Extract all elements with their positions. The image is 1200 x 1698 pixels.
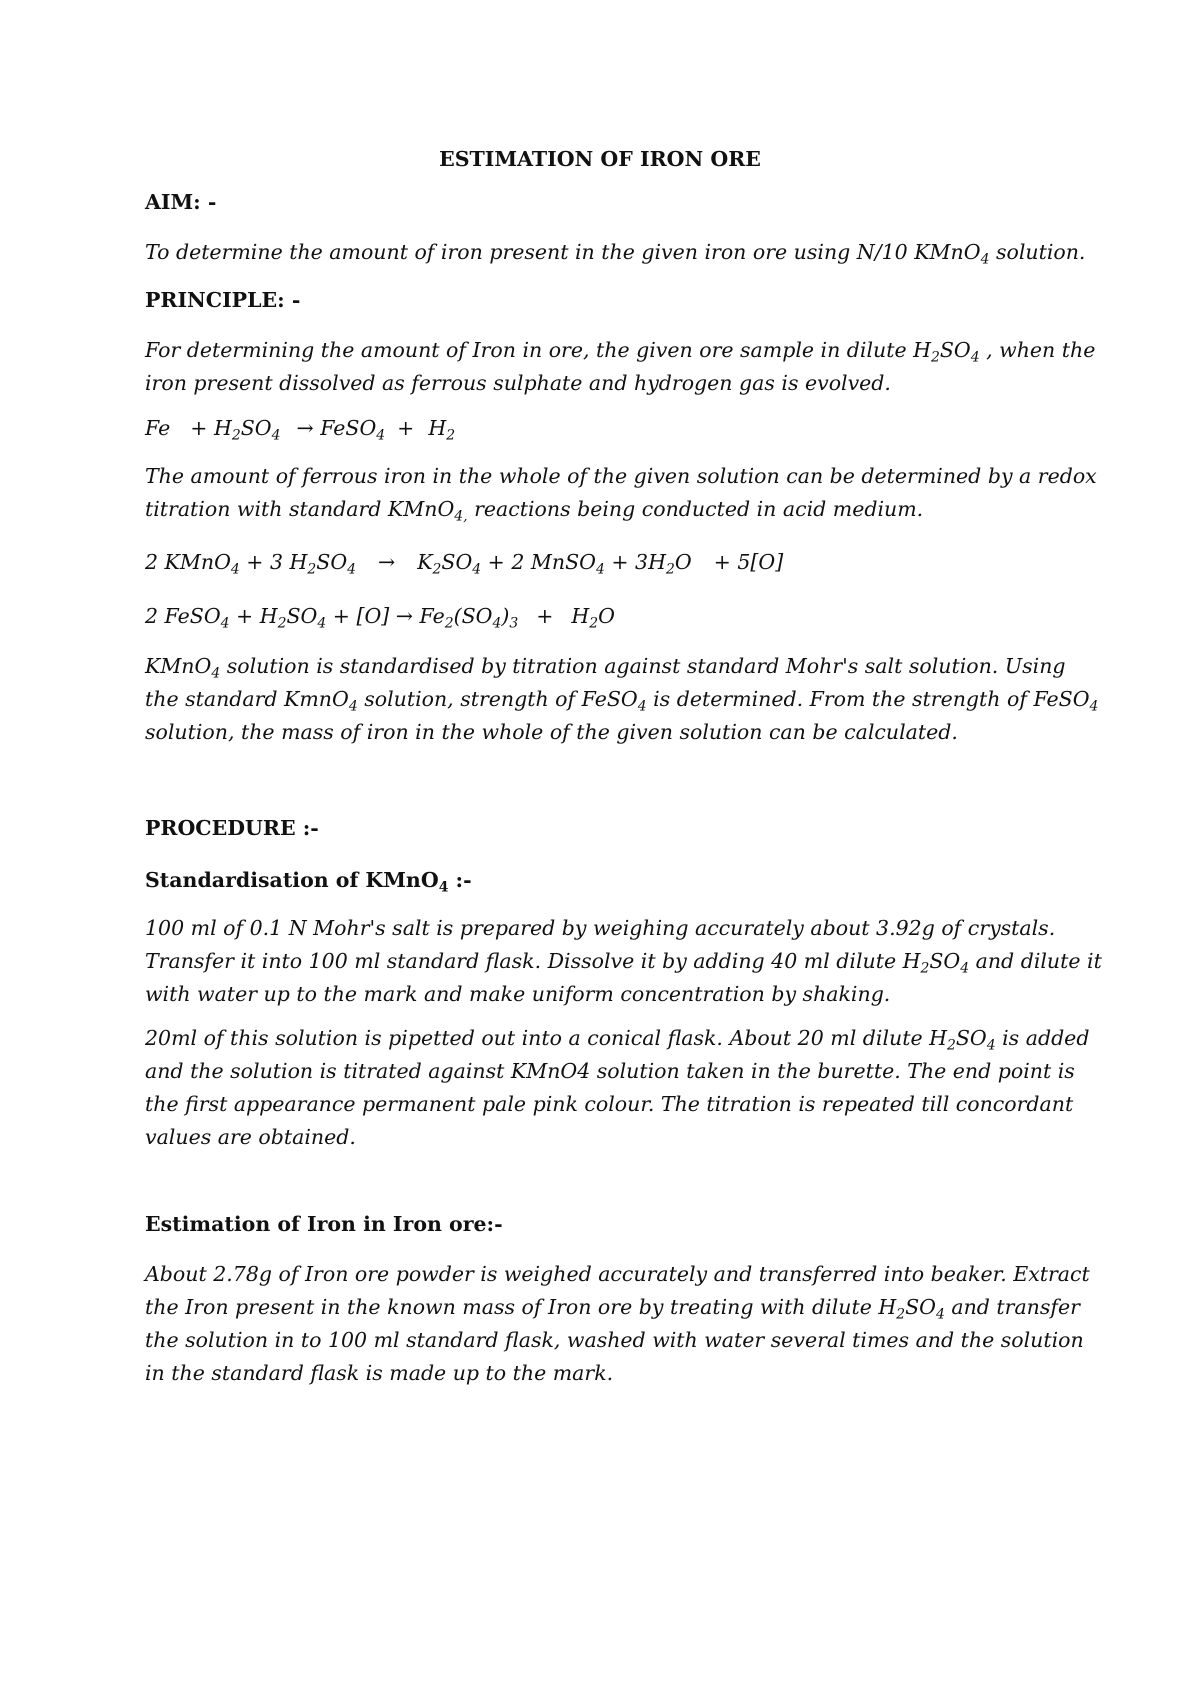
principle-paragraph-3 (145, 650, 1099, 749)
equation-2: 2 KMnO$_4$ + 3 $H_2SO_4 \to K_2SO_4 + 2$ MnSO$_4$ + $3H_2O + 5[O]$ (145, 550, 784, 578)
est-line-4: in the standard flask is made up to the mark. (145, 1361, 614, 1385)
procedure-heading: PROCEDURE :- (145, 816, 319, 840)
est-line-1: About 2.78g of Iron ore powder is weighed accurately and transferred into beaker. Extract (145, 1262, 1090, 1286)
principle-p3-line-3: solution, the mass of iron in the whole of the given solution can be calculated. (145, 720, 958, 744)
std-p2-line-2: and the solution is titrated against KMnO4 solution taken in the burette. The end point is (145, 1059, 1075, 1083)
principle-heading: PRINCIPLE: - (145, 288, 301, 312)
standardisation-paragraph-1 (145, 912, 1102, 1011)
equation-3: 2 FeSO$_4$ + $H_2SO_4 + [O] \to Fe_2(SO_4)_3 + H_2O$ (145, 604, 615, 632)
aim-heading: AIM: - (145, 190, 217, 214)
standardisation-paragraph-2 (145, 1022, 1090, 1154)
principle-p1-line-2: iron present dissolved as ferrous sulphate and hydrogen gas is evolved. (145, 371, 891, 395)
principle-paragraph-2 (145, 460, 1097, 526)
document-title: ESTIMATION OF IRON ORE (439, 147, 761, 171)
std-p2-line-3: the first appearance permanent pale pink colour. The titration is repeated till concordant (145, 1092, 1074, 1116)
principle-p3-line-2: the standard KmnO$_4$ solution, strength of FeSO$_4$ is determined. From the strength of FeSO$_4$ (145, 687, 1099, 715)
principle-paragraph-1 (145, 334, 1096, 400)
equation-1: $Fe + H_2SO_4$ → FeSO$_4$ + $H_2$ (145, 416, 456, 444)
std-p1-line-2: Transfer it into 100 ml standard flask. Dissolve it by adding 40 ml dilute $H_2SO_4$ and dilute it (145, 949, 1102, 977)
principle-p2-line-1: The amount of ferrous iron in the whole of the given solution can be determined by a redox (145, 464, 1097, 488)
std-p1-line-1: 100 ml of 0.1 N Mohr's salt is prepared by weighing accurately about 3.92g of crystals. (145, 916, 1056, 940)
standardisation-heading: Standardisation of KMnO$_4$ :- (145, 868, 472, 896)
aim-text: To determine the amount of iron present in the given iron ore using N/10 KMnO$_4$ solution. (145, 240, 1086, 268)
std-p2-line-4: values are obtained. (145, 1125, 356, 1149)
estimation-heading: Estimation of Iron in Iron ore:- (145, 1212, 503, 1236)
std-p2-line-1: 20ml of this solution is pipetted out into a conical flask. About 20 ml dilute $H_2SO_4$ is added (145, 1026, 1090, 1054)
std-p1-line-3: with water up to the mark and make uniform concentration by shaking. (145, 982, 891, 1006)
est-line-2: the Iron present in the known mass of Iron ore by treating with dilute $H_2SO_4$ and transfer (145, 1295, 1080, 1323)
est-line-3: the solution in to 100 ml standard flask, washed with water several times and the solution (145, 1328, 1084, 1352)
principle-p2-line-2: titration with standard KMnO$_{4,}$ reactions being conducted in acid medium. (145, 497, 924, 525)
estimation-paragraph (145, 1258, 1090, 1390)
principle-p3-line-1: KMnO$_4$ solution is standardised by titration against standard Mohr's salt solution. Using (145, 654, 1066, 682)
principle-p1-line-1: For determining the amount of Iron in ore, the given ore sample in dilute $H_2SO_4$ , when the (145, 338, 1096, 366)
